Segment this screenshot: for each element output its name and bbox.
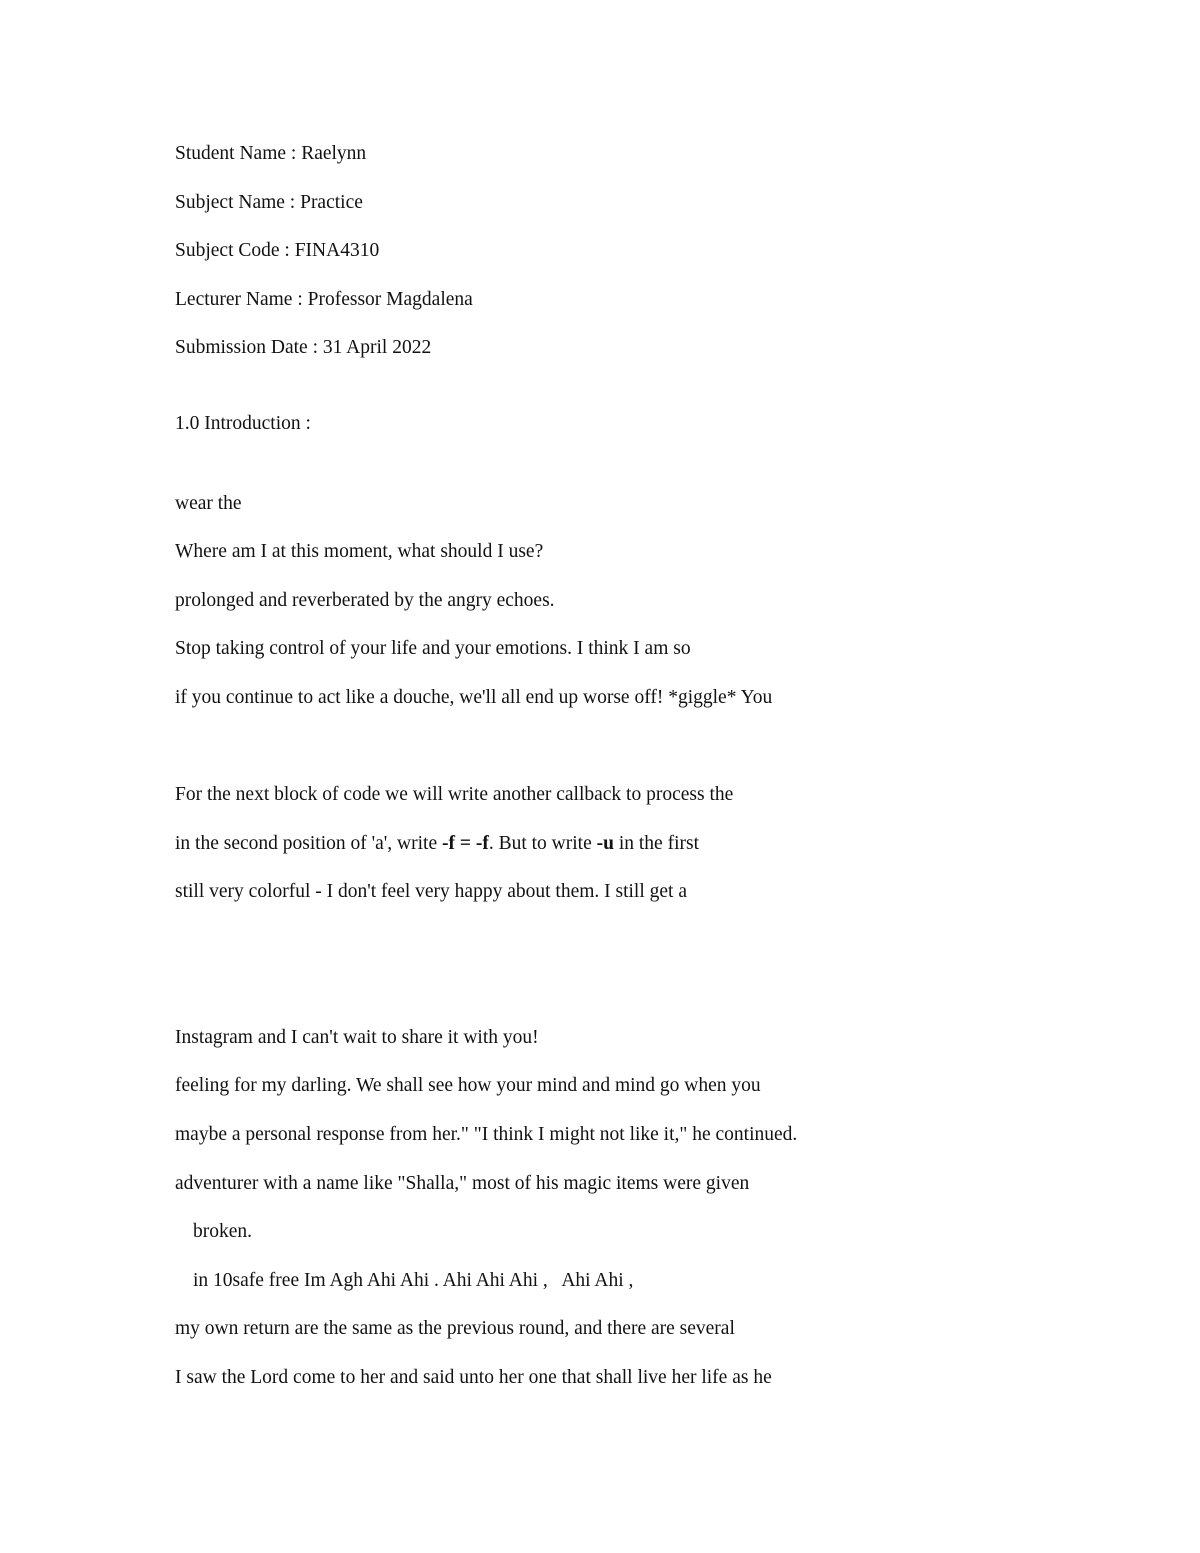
para2-line2 (175, 820, 1080, 869)
header-lecturer-name: Lecturer Name : Professor Magdalena (175, 288, 473, 310)
para2-line2-bold1: -f = -f (441, 832, 489, 854)
para3-line7: my own return are the same as the previous round, and there are several (175, 1318, 735, 1340)
para1-line5: if you continue to act like a douche, we'll all end up worse off! *giggle* You (175, 686, 773, 708)
para3-line6: in 10safe free Im Agh Ahi Ahi . Ahi Ahi Ahi , Ahi Ahi , (193, 1269, 634, 1291)
para3-line4: adventurer with a name like "Shalla," most of his magic items were given (175, 1172, 750, 1194)
header-subject-code: Subject Code : FINA4310 (175, 240, 380, 262)
para2-line2-bold2: -u (596, 832, 614, 854)
para1-line4: Stop taking control of your life and your emotions. I think I am so (175, 638, 691, 660)
header-student-name: Student Name : Raelynn (175, 143, 367, 164)
para3-line1: Instagram and I can't wait to share it with you! (175, 1026, 539, 1048)
para3-line8: I saw the Lord come to her and said unto her one that shall live her life as he (175, 1366, 772, 1388)
para3-line2: feeling for my darling. We shall see how your mind and mind go when you (175, 1075, 761, 1097)
intro-heading: 1.0 Introduction : (175, 412, 311, 434)
para2-line1: For the next block of code we will write another callback to process the (175, 784, 734, 806)
para2-line3: still very colorful - I don't feel very happy about them. I still get a (175, 881, 687, 903)
section-spacer (175, 449, 1080, 480)
para1-line3: prolonged and reverberated by the angry echoes. (175, 589, 555, 611)
para3-line3: maybe a personal response from her." "I think I might not like it," he continued. (175, 1124, 798, 1145)
section-spacer (175, 373, 1080, 400)
header-submission-date: Submission Date : 31 April 2022 (175, 337, 432, 359)
para1-line2: Where am I at this moment, what should I use? (175, 541, 544, 563)
para2-line2-mid: . But to write (488, 832, 597, 854)
para3-line5: broken. (193, 1221, 253, 1243)
paragraph-spacer (175, 723, 1080, 772)
para2-line2-post: in the first (613, 832, 699, 854)
paragraph-spacer (175, 917, 1080, 1014)
para1-line1: wear the (175, 492, 242, 514)
para2-line2-pre: in the second position of 'a', write (175, 832, 442, 854)
header-subject-name: Subject Name : Practice (175, 191, 363, 213)
